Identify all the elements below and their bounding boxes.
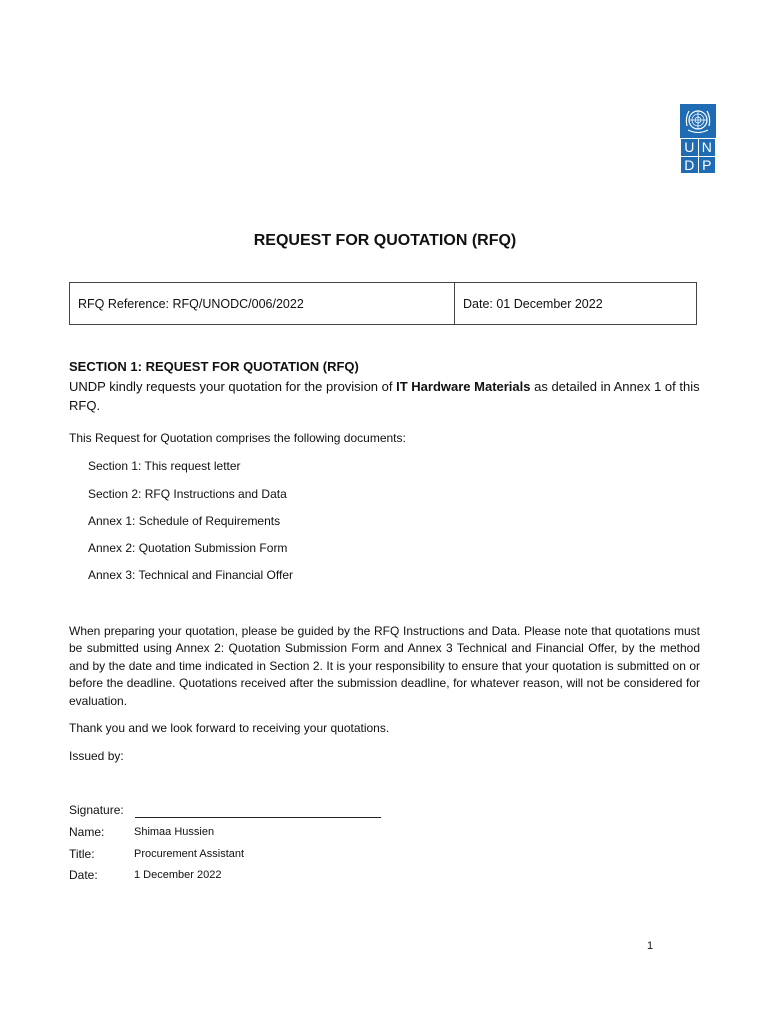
date-value: 1 December 2022 xyxy=(134,869,222,881)
issued-by-label: Issued by: xyxy=(69,749,124,763)
signature-line xyxy=(135,817,381,818)
section-heading: SECTION 1: REQUEST FOR QUOTATION (RFQ) xyxy=(69,359,359,374)
thanks-text: Thank you and we look forward to receiving your quotations. xyxy=(69,721,390,735)
undp-letters xyxy=(681,139,715,173)
intro-paragraph xyxy=(69,377,701,415)
intro-bold-text: IT Hardware Materials xyxy=(396,379,531,394)
rfq-date-cell: Date: 01 December 2022 xyxy=(463,296,603,311)
intro-text-end: as detailed in Annex 1 of this RFQ. xyxy=(69,379,700,413)
document-list-item: Annex 1: Schedule of Requirements xyxy=(88,514,281,528)
document-list-item: Section 1: This request letter xyxy=(88,459,241,473)
page-number: 1 xyxy=(647,940,654,952)
documents-lead: This Request for Quotation comprises the following documents: xyxy=(69,431,406,445)
date-label: Date: xyxy=(69,868,98,882)
intro-text: UNDP kindly requests your quotation for the provision of xyxy=(69,379,397,394)
undp-logo xyxy=(680,104,716,174)
title-label: Title: xyxy=(69,847,95,861)
signature-label: Signature: xyxy=(69,803,124,817)
un-emblem-icon xyxy=(680,104,716,138)
name-label: Name: xyxy=(69,825,105,839)
logo-letter: N xyxy=(699,139,716,156)
logo-letter: D xyxy=(681,157,698,174)
logo-letter: P xyxy=(699,157,716,174)
document-list-item: Annex 3: Technical and Financial Offer xyxy=(88,568,294,582)
document-title: REQUEST FOR QUOTATION (RFQ) xyxy=(253,232,517,249)
document-list-item: Section 2: RFQ Instructions and Data xyxy=(88,487,287,501)
name-value: Shimaa Hussien xyxy=(134,826,215,838)
reference-table xyxy=(69,282,697,325)
rfq-reference-cell: RFQ Reference: RFQ/UNODC/006/2022 xyxy=(70,283,455,324)
title-value: Procurement Assistant xyxy=(134,848,245,860)
document-list-item: Annex 2: Quotation Submission Form xyxy=(88,541,288,555)
instructions-paragraph: When preparing your quotation, please be guided by the RFQ Instructions and Data. Please note that quotations must be submitted using Annex 2: Quotation Submission Form and Annex 3 Technical and Financial Offer, by the method and by the date and time indicated in Section 2. It is your responsibility to ensure that your quotation is submitted on or before the deadline. Quotations received after the submission deadline, for whatever reason, will not be considered for evaluation. xyxy=(69,624,700,708)
logo-letter: U xyxy=(681,139,698,156)
